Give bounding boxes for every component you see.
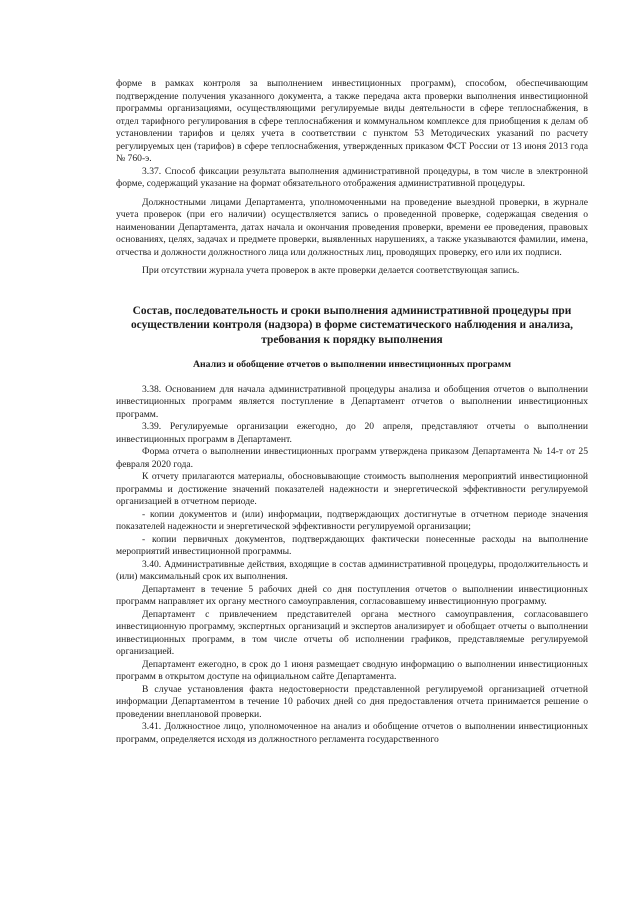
section-title: Состав, последовательность и сроки выполнения административной процедуры при осуществлении контроля (надзора) в форме систематического наблюдения и анализа, требования к порядку выполнения <box>130 304 574 346</box>
paragraph-no-journal: При отсутствии журнала учета проверок в акте проверки делается соответствующая запись. <box>142 265 520 276</box>
paragraph-continuation: форме в рамках контроля за выполнением инвестиционных программ), способом, обеспечивающим подтверждение получения указанного документа, а также передача акта проверки выполнения инвестиционной программы организациями, осуществляющими регулируемые виды деятельности в сфере теплоснабжения, в отдел тарифного регулирования в сфере теплоснабжения и коммунальном комплексе для приобщения к делам об установлении тарифов и целях учета в соответствии с пунктом 53 Методических указаний по расчету регулируемых цен (тарифов) в сфере теплоснабжения, утвержденных приказом ФСТ России от 13 июня 2013 года № 760-э. <box>116 78 588 164</box>
paragraph-3-40: 3.40. Административные действия, входящие в состав административной процедуры, продолжительность и (или) максимальный срок их выполнения. <box>116 558 588 582</box>
section-subtitle: Анализ и обобщение отчетов о выполнении инвестиционных программ <box>192 359 512 370</box>
paragraph-june-publication: Департамент ежегодно, в срок до 1 июня размещает сводную информацию о выполнении инвестиционных программ в открытом доступе на официальном сайте Департамента. <box>116 658 588 682</box>
paragraph-analysis: Департамент с привлечением представителей органа местного самоуправления, согласовавшего инвестиционную программу, экспертных организаций и экспертов анализирует и обобщает отчеты о выполнении инвестиционных программ, в том числе отчеты об исполнении графиков, представляемые регулируемой организацией. <box>116 608 588 657</box>
paragraph-report-materials: К отчету прилагаются материалы, обосновывающие стоимость выполнения мероприятий инвестиционной программы и достижение значений показателей надежности и энергетической эффективности регулируемой организацией в отчетном периоде. <box>116 471 588 507</box>
paragraph-unreliable-info: В случае установления факта недостоверности представленной регулируемой организацией отчетной информации Департаментом в течение 10 рабочих дней со дня предоставления отчета принимается решение о проведении внеплановой проверки. <box>116 683 588 720</box>
paragraph-3-37: 3.37. Способ фиксации результата выполнения административной процедуры, в том числе в электронной форме, содержащий указание на формат обязательного отображения административной процедуры. <box>116 165 588 189</box>
paragraph-five-days: Департамент в течение 5 рабочих дней со дня поступления отчетов о выполнении инвестиционных программ направляет их органу местного самоуправления, согласовавшему инвестиционную программу. <box>116 583 588 607</box>
paragraph-3-38: 3.38. Основанием для начала административной процедуры анализа и обобщения отчетов о выполнении инвестиционных программ является поступление в Департамент отчетов о выполнении инвестиционных программ. <box>116 383 588 420</box>
list-item-copies-primary-documents: - копии первичных документов, подтверждающих фактически понесенные расходы на выполнение мероприятий инвестиционной программы. <box>116 533 588 557</box>
paragraph-journal-entry: Должностными лицами Департамента, уполномоченными на проведение выездной проверки, в журнале учета проверок (при его наличии) осуществляется запись о проведенной проверке, содержащая сведения о наименовании Департамента, датах начала и окончания проведения проверки, времени ее проведения, правовых основаниях, целях, задачах и предмете проверки, выявленных нарушениях, а также указываются фамилии, имена, отчества и должности должностного лица или должностных лиц, проводящих проверку, его или их подписи. <box>116 196 588 258</box>
paragraph-3-39: 3.39. Регулируемые организации ежегодно, до 20 апреля, представляют отчеты о выполнении инвестиционных программ в Департамент. <box>116 421 588 445</box>
list-item-copies-information: - копии документов и (или) информации, подтверждающих достигнутые в отчетном периоде значения показателей надежности и энергетической эффективности регулируемой организации; <box>116 508 588 532</box>
paragraph-report-form: Форма отчета о выполнении инвестиционных программ утверждена приказом Департамента № 14-т от 25 февраля 2020 года. <box>116 446 588 470</box>
paragraph-3-41: 3.41. Должностное лицо, уполномоченное на анализ и обобщение отчетов о выполнении инвестиционных программ, определяется исходя из должностного регламента государственного <box>116 721 588 745</box>
